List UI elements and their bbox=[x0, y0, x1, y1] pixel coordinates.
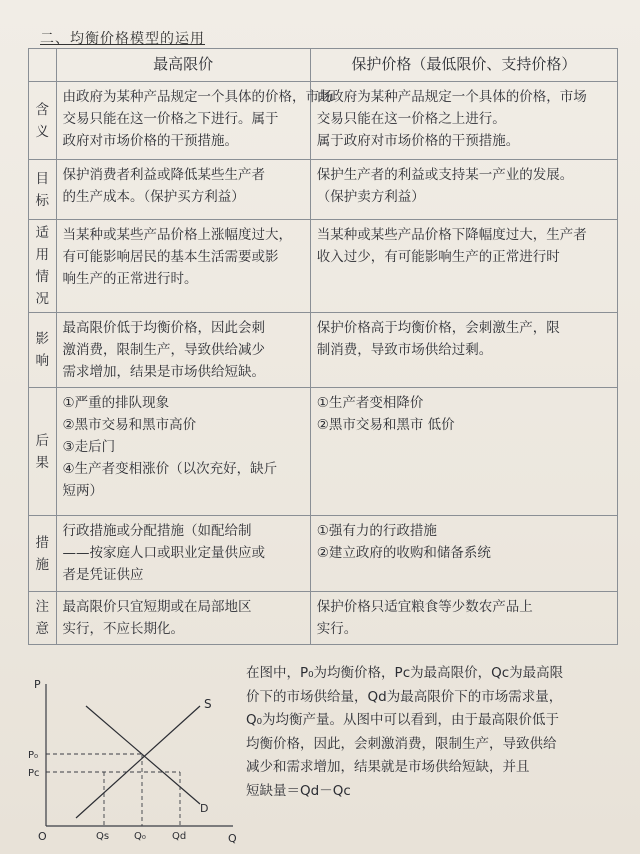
p0-label: P₀ bbox=[28, 750, 39, 761]
cell-line: 有可能影响居民的基本生活需要或影 bbox=[62, 249, 279, 265]
table-row bbox=[29, 313, 618, 388]
table-body bbox=[29, 82, 618, 645]
qd-label: Qd bbox=[172, 831, 187, 842]
max-price-cell bbox=[56, 220, 310, 313]
row-label: 适用情况 bbox=[29, 220, 57, 313]
cell-line: 属于政府对市场价格的干预措施。 bbox=[316, 133, 520, 149]
row-label: 目标 bbox=[29, 160, 57, 220]
table-row bbox=[29, 82, 618, 160]
protect-price-cell bbox=[310, 220, 617, 313]
pc-label: Pc bbox=[28, 768, 40, 779]
protect-price-cell bbox=[310, 82, 617, 160]
max-price-cell bbox=[56, 516, 310, 592]
cell-line: 交易只能在这一价格之上进行。 bbox=[316, 111, 506, 127]
cell-line: 当某种或某些产品价格上涨幅度过大， bbox=[62, 227, 293, 243]
explanation-line: 减少和需求增加，结果就是市场供给短缺，并且 bbox=[246, 759, 530, 775]
row-label: 后果 bbox=[29, 388, 57, 516]
cell-line: 实行。 bbox=[316, 621, 358, 637]
cell-line: ①生产者变相降价 bbox=[316, 395, 424, 411]
explanation-line: 价下的市场供给量，Qd为最高限价下的市场需求量， bbox=[246, 688, 563, 705]
header-protect-price: 保护价格（最低限价、支持价格） bbox=[310, 49, 617, 82]
protect-price-cell bbox=[310, 388, 617, 516]
q0-label: Q₀ bbox=[134, 831, 146, 842]
cell-line: 保护生产者的利益或支持某一产业的发展。 bbox=[316, 167, 574, 183]
max-price-cell bbox=[56, 160, 310, 220]
cell-line: 由政府为某种产品规定一个具体的价格，市场 bbox=[62, 89, 333, 105]
cell-line: 交易只能在这一价格之下进行。属于 bbox=[62, 111, 279, 127]
max-price-cell bbox=[56, 82, 333, 160]
protect-price-cell bbox=[310, 592, 617, 645]
cell-line: 保护价格只适宜粮食等少数农产品上 bbox=[316, 599, 533, 615]
cell-line: 最高限价只宜短期或在局部地区 bbox=[62, 599, 252, 615]
cell-line: 需求增加，结果是市场供给短缺。 bbox=[62, 364, 266, 380]
cell-line: 保护消费者利益或降低某些生产者 bbox=[62, 167, 266, 183]
protect-price-cell bbox=[310, 313, 617, 388]
supply-label: S bbox=[204, 697, 212, 711]
row-label: 含义 bbox=[29, 82, 57, 160]
y-axis-label: P bbox=[34, 678, 41, 691]
cell-line: ④生产者变相涨价（以次充好，缺斤 bbox=[62, 461, 278, 477]
cell-line: 响生产的正常进行时。 bbox=[62, 271, 198, 287]
cell-line: 收入过少，有可能影响生产的正常进行时 bbox=[316, 249, 560, 265]
cell-line: 当某种或某些产品价格下降幅度过大，生产者 bbox=[316, 227, 587, 243]
cell-line: 制消费，导致市场供给过剩。 bbox=[316, 342, 493, 358]
row-label: 注意 bbox=[29, 592, 57, 645]
section-title: 二、均衡价格模型的运用 bbox=[40, 31, 205, 47]
explanation-line: Q₀为均衡产量。从图中可以看到，由于最高限价低于 bbox=[246, 712, 560, 728]
max-price-cell bbox=[56, 592, 310, 645]
demand-label: D bbox=[200, 802, 209, 815]
explanation-line: 短缺量＝Qd－Qc bbox=[246, 782, 351, 799]
row-label: 影响 bbox=[29, 313, 57, 388]
protect-price-cell bbox=[310, 516, 617, 592]
price-ceiling-graph bbox=[28, 676, 243, 846]
table-row bbox=[29, 388, 618, 516]
cell-line: ——按家庭人口或职业定量供应或 bbox=[62, 545, 266, 561]
origin-label: O bbox=[38, 830, 47, 843]
cell-line: 由政府为某种产品规定一个具体的价格，市场 bbox=[316, 89, 587, 105]
cell-line: 保护价格高于均衡价格，会刺激生产，限 bbox=[316, 320, 560, 336]
table-row bbox=[29, 516, 618, 592]
cell-line: ②黑市交易和黑市高价 bbox=[62, 417, 197, 433]
cell-line: ②建立政府的收购和储备系统 bbox=[316, 545, 491, 561]
explanation-line: 在图中，P₀为均衡价格，Pc为最高限价，Qc为最高限 bbox=[246, 665, 564, 681]
table-header-row bbox=[29, 49, 618, 82]
protect-price-cell bbox=[310, 160, 617, 220]
table-row bbox=[29, 592, 618, 645]
cell-line: 实行，不应长期化。 bbox=[62, 621, 185, 637]
cell-line: ①严重的排队现象 bbox=[62, 395, 170, 411]
cell-line: 行政措施或分配措施（如配给制 bbox=[62, 523, 252, 539]
cell-line: 最高限价低于均衡价格，因此会刺 bbox=[62, 320, 266, 336]
cell-line: 激消费，限制生产，导致供给减少 bbox=[62, 342, 266, 358]
row-label: 措施 bbox=[29, 516, 57, 592]
cell-line: ②黑市交易和黑市 低价 bbox=[316, 417, 455, 433]
graph-explanation bbox=[246, 662, 628, 803]
qs-label: Qs bbox=[96, 831, 110, 842]
cell-line: 政府对市场价格的干预措施。 bbox=[62, 133, 239, 149]
max-price-cell bbox=[56, 388, 310, 516]
max-price-cell bbox=[56, 313, 310, 388]
header-max-price: 最高限价 bbox=[56, 49, 310, 82]
cell-line: （保护卖方利益） bbox=[316, 189, 425, 205]
comparison-table bbox=[28, 48, 618, 645]
table-row bbox=[29, 220, 618, 313]
cell-line: 的生产成本。（保护买方利益） bbox=[62, 189, 245, 205]
header-blank bbox=[29, 49, 57, 82]
table-row bbox=[29, 160, 618, 220]
supply-curve bbox=[76, 706, 200, 818]
cell-line: ③走后门 bbox=[62, 439, 116, 455]
cell-line: 短两） bbox=[62, 483, 104, 499]
explanation-line: 均衡价格，因此，会刺激消费，限制生产，导致供给 bbox=[246, 735, 557, 752]
cell-line: 者是凭证供应 bbox=[62, 567, 144, 583]
cell-line: ①强有力的行政措施 bbox=[316, 523, 437, 539]
x-axis-label: Q bbox=[228, 832, 237, 845]
